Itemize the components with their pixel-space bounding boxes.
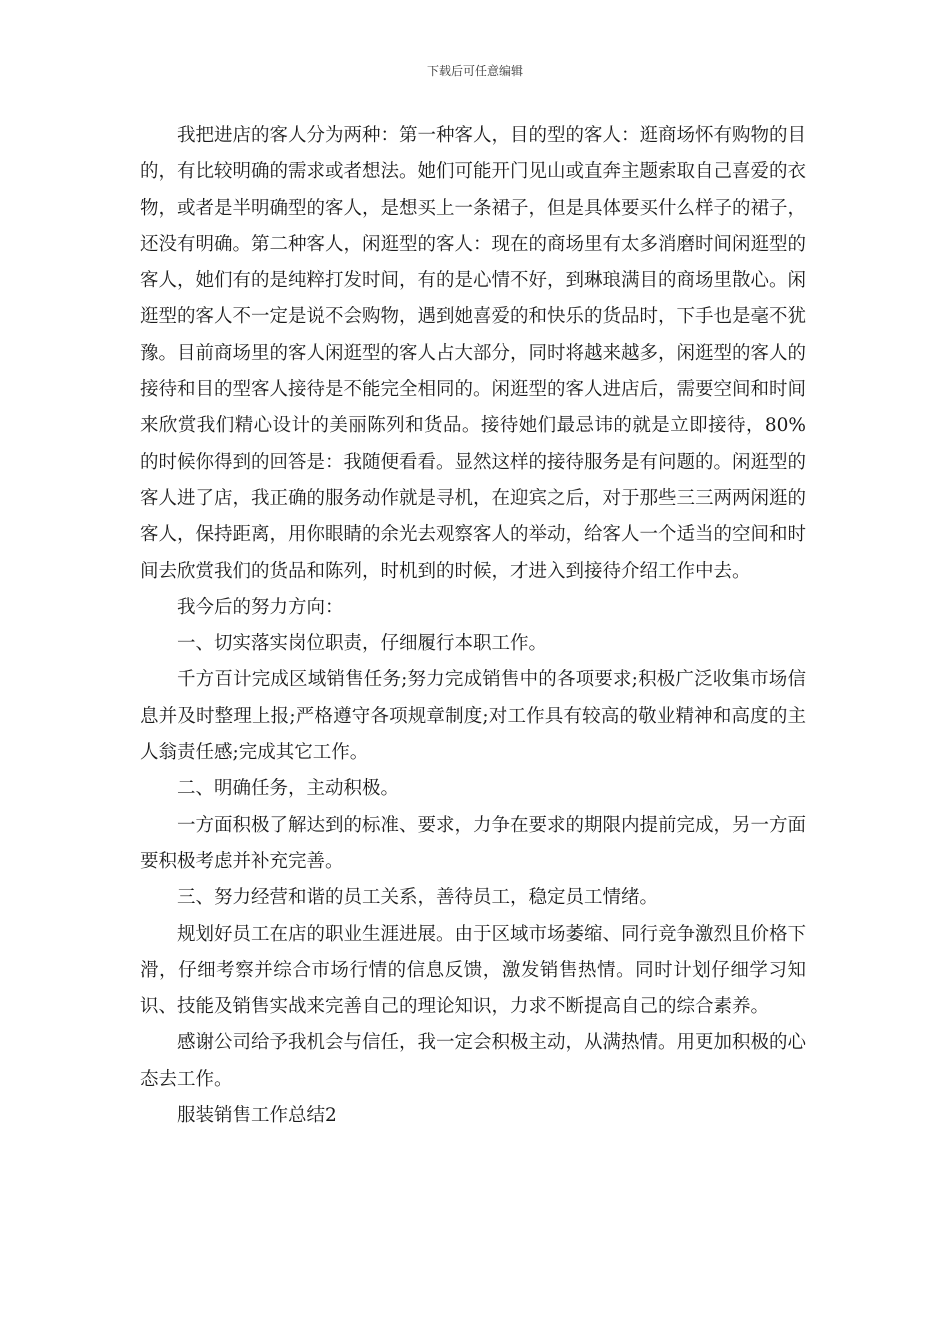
page-header: 下载后可任意编辑 bbox=[426, 64, 523, 78]
paragraph-sales-tasks: 千方百计完成区域销售任务;努力完成销售中的各项要求;积极广泛收集市场信息并及时整理上报;严格遵守各项规章制度;对工作具有较高的敬业精神和高度的主人翁责任感;完成其它工作。 bbox=[140, 669, 806, 764]
paragraph-customer-types: 我把进店的客人分为两种：第一种客人，目的型的客人：逛商场怀有购物的目的，有比较明确的需求或者想法。她们可能开门见山或直奔主题索取自己喜爱的衣物，或者是半明确型的客人，是想买上一条裙子，但是具体要买什么样子的裙子，还没有明确。第二种客人，闲逛型的客人：现在的商场里有太多消磨时间闲逛型的客人，她们有的是纯粹打发时间，有的是心情不好，到琳琅满目的商场里散心。闲逛型的客人不一定是说不会购物，遇到她喜爱的和快乐的货品时，下手也是毫不犹豫。目前商场里的客人闲逛型的客人占大部分，同时将越来越多，闲逛型的客人的接待和目的型客人接待是不能完全相同的。闲逛型的客人进店后，需要空间和时间来欣赏我们精心设计的美丽陈列和货品。接待她们最忌讳的就是立即接待，80%的时候你得到的回答是：我随便看看。显然这样的接待服务是有问题的。闲逛型的客人进了店，我正确的服务动作就是寻机，在迎宾之后，对于那些三三两两闲逛的客人，保持距离，用你眼睛的余光去观察客人的举动，给客人一个适当的空间和时间去欣赏我们的货品和陈列，时机到的时候，才进入到接待介绍工作中去。 bbox=[140, 125, 807, 582]
paragraph-thanks: 感谢公司给予我机会与信任，我一定会积极主动，从满热情。用更加积极的心态去工作。 bbox=[140, 1032, 807, 1090]
paragraph-heading-three: 三、努力经营和谐的员工关系，善待员工，稳定员工情绪。 bbox=[177, 887, 659, 909]
paragraph-future-direction: 我今后的努力方向： bbox=[177, 596, 344, 618]
paragraph-heading-two: 二、明确任务，主动积极。 bbox=[177, 778, 400, 800]
paragraph-staff-plan: 规划好员工在店的职业生涯进展。由于区域市场萎缩、同行竞争激烈且价格下滑，仔细考察并综合市场行情的信息反馈，激发销售热情。同时计划仔细学习知识、技能及销售实战来完善自己的理论知识，力求不断提高自己的综合素养。 bbox=[140, 923, 807, 1018]
paragraph-task-detail: 一方面积极了解达到的标准、要求，力争在要求的期限内提前完成，另一方面要积极考虑并补充完善。 bbox=[140, 814, 807, 872]
document-body bbox=[140, 118, 806, 1134]
paragraph-heading-one: 一、切实落实岗位职责，仔细履行本职工作。 bbox=[177, 633, 548, 655]
paragraph-next-title: 服装销售工作总结2 bbox=[177, 1105, 337, 1127]
